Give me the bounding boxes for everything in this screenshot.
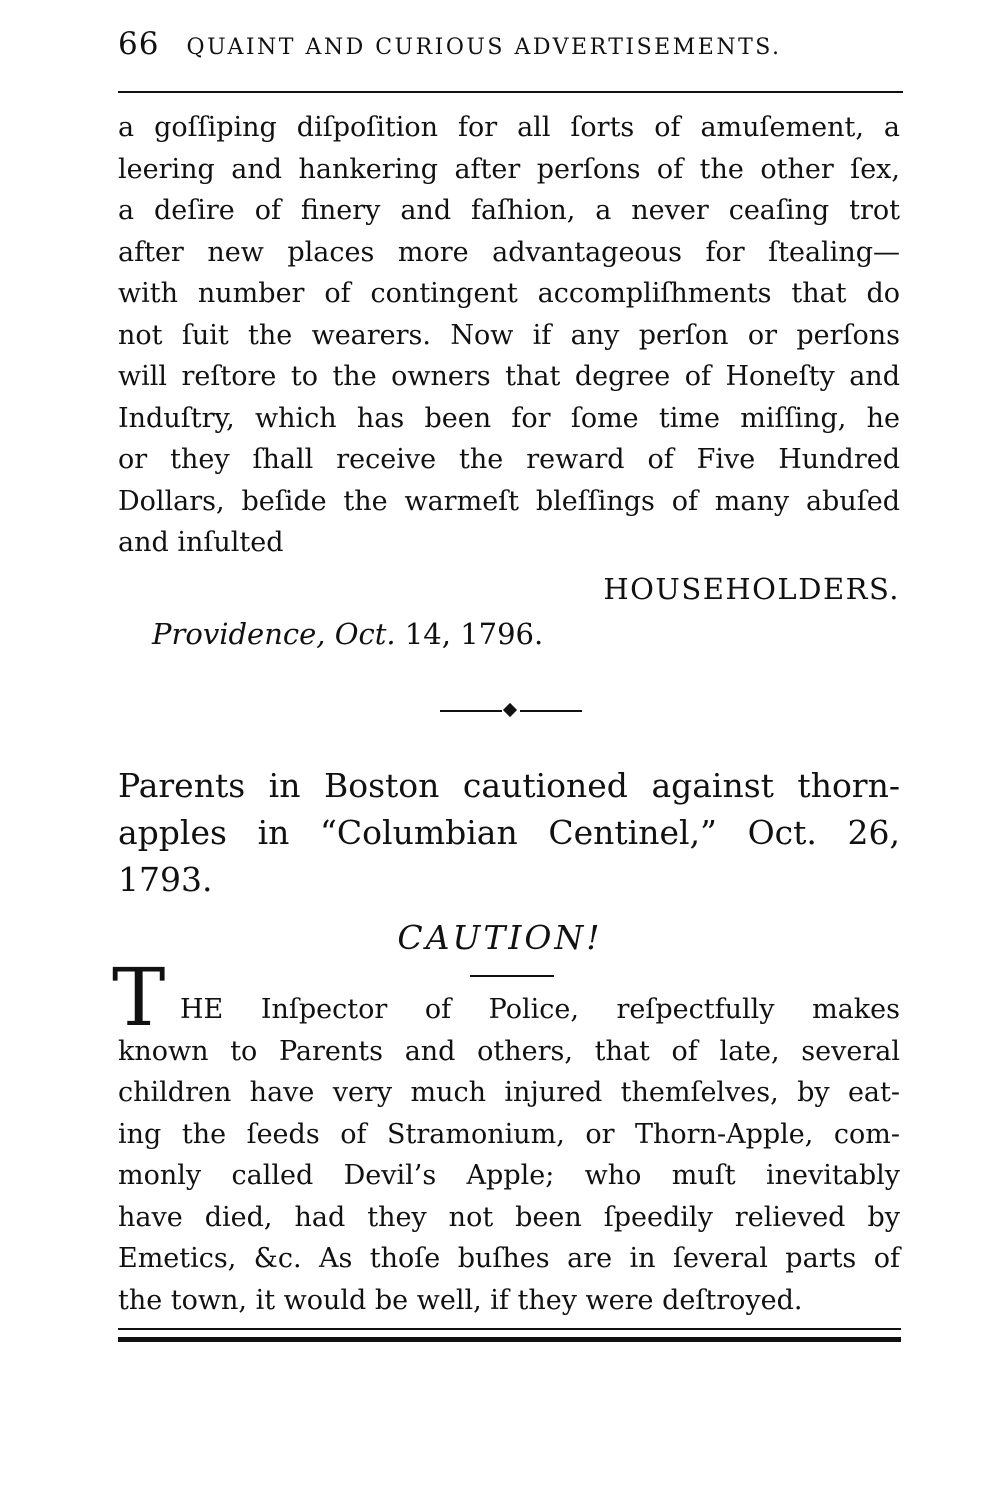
text-line: Dollars, beſide the warmeſt bleſſings of many abuſed	[118, 485, 900, 517]
text-line: the town, it would be well, if they were deſtroyed.	[118, 1284, 803, 1316]
advertisement-2-body	[118, 994, 900, 1324]
text-line: monly called Devil’s Apple; who muſt inevitably	[118, 1160, 900, 1191]
text-line: or they ſhall receive the reward of Five Hundred	[118, 444, 900, 475]
dateline	[152, 617, 543, 651]
heading-rule	[470, 975, 554, 977]
page-number: 66	[118, 26, 160, 62]
dateline-date: 14, 1796.	[404, 617, 544, 651]
text-line: Induſtry, which has been for ſome time miſſing, he	[118, 402, 900, 434]
text-line: will reſtore to the owners that degree of Honeſty and	[118, 361, 900, 392]
signature: HOUSEHOLDERS.	[603, 572, 900, 606]
drop-cap: T	[112, 951, 166, 1044]
dateline-place: Providence,	[152, 617, 326, 651]
bottom-rule-thin	[118, 1328, 901, 1330]
caution-heading: CAUTION!	[397, 918, 603, 957]
diamond-icon	[503, 703, 517, 717]
divider-bar	[520, 710, 582, 712]
text-line: known to Parents and others, that of late, several	[118, 1035, 900, 1067]
text-line: and inſulted	[118, 527, 284, 558]
bottom-rule-thick	[118, 1337, 901, 1342]
text-line: HE Inſpector of Police, reſpectfully makes	[180, 994, 900, 1025]
page-header	[118, 26, 903, 66]
header-rule	[118, 91, 903, 93]
text-line: leering and hankering after perſons of the other ſex,	[118, 153, 900, 185]
intro-line: apples in “Columbian Centinel,” Oct. 26,	[118, 813, 900, 852]
text-line: ing the ſeeds of Stramonium, or Thorn-Apple, com-	[118, 1118, 900, 1150]
text-line: not ſuit the wearers. Now if any perſon or perſons	[118, 319, 900, 351]
text-line: a deſire of finery and faſhion, a never ceaſing trot	[118, 195, 900, 226]
text-line: Emetics, &c. As thoſe buſhes are in ſeveral parts of	[118, 1243, 900, 1274]
intro-line: 1793.	[118, 860, 213, 899]
intro-line: Parents in Boston cautioned against thorn-	[118, 766, 900, 805]
divider-bar	[440, 710, 502, 712]
text-line: children have very much injured themſelves, by eat-	[118, 1077, 900, 1108]
text-line: after new places more advantageous for ſtealing—	[118, 236, 900, 268]
section-divider-ornament	[440, 700, 582, 720]
text-line: a goſſiping diſpoſition for all ſorts of amuſement, a	[118, 112, 900, 143]
advertisement-1-body	[118, 112, 900, 572]
text-line: have died, had they not been ſpeedily relieved by	[118, 1201, 900, 1233]
dateline-month: Oct.	[334, 617, 396, 651]
advertisement-2-intro	[118, 766, 900, 906]
running-title: QUAINT AND CURIOUS ADVERTISEMENTS.	[186, 35, 782, 60]
text-line: with number of contingent accompliſhments that do	[118, 278, 900, 309]
